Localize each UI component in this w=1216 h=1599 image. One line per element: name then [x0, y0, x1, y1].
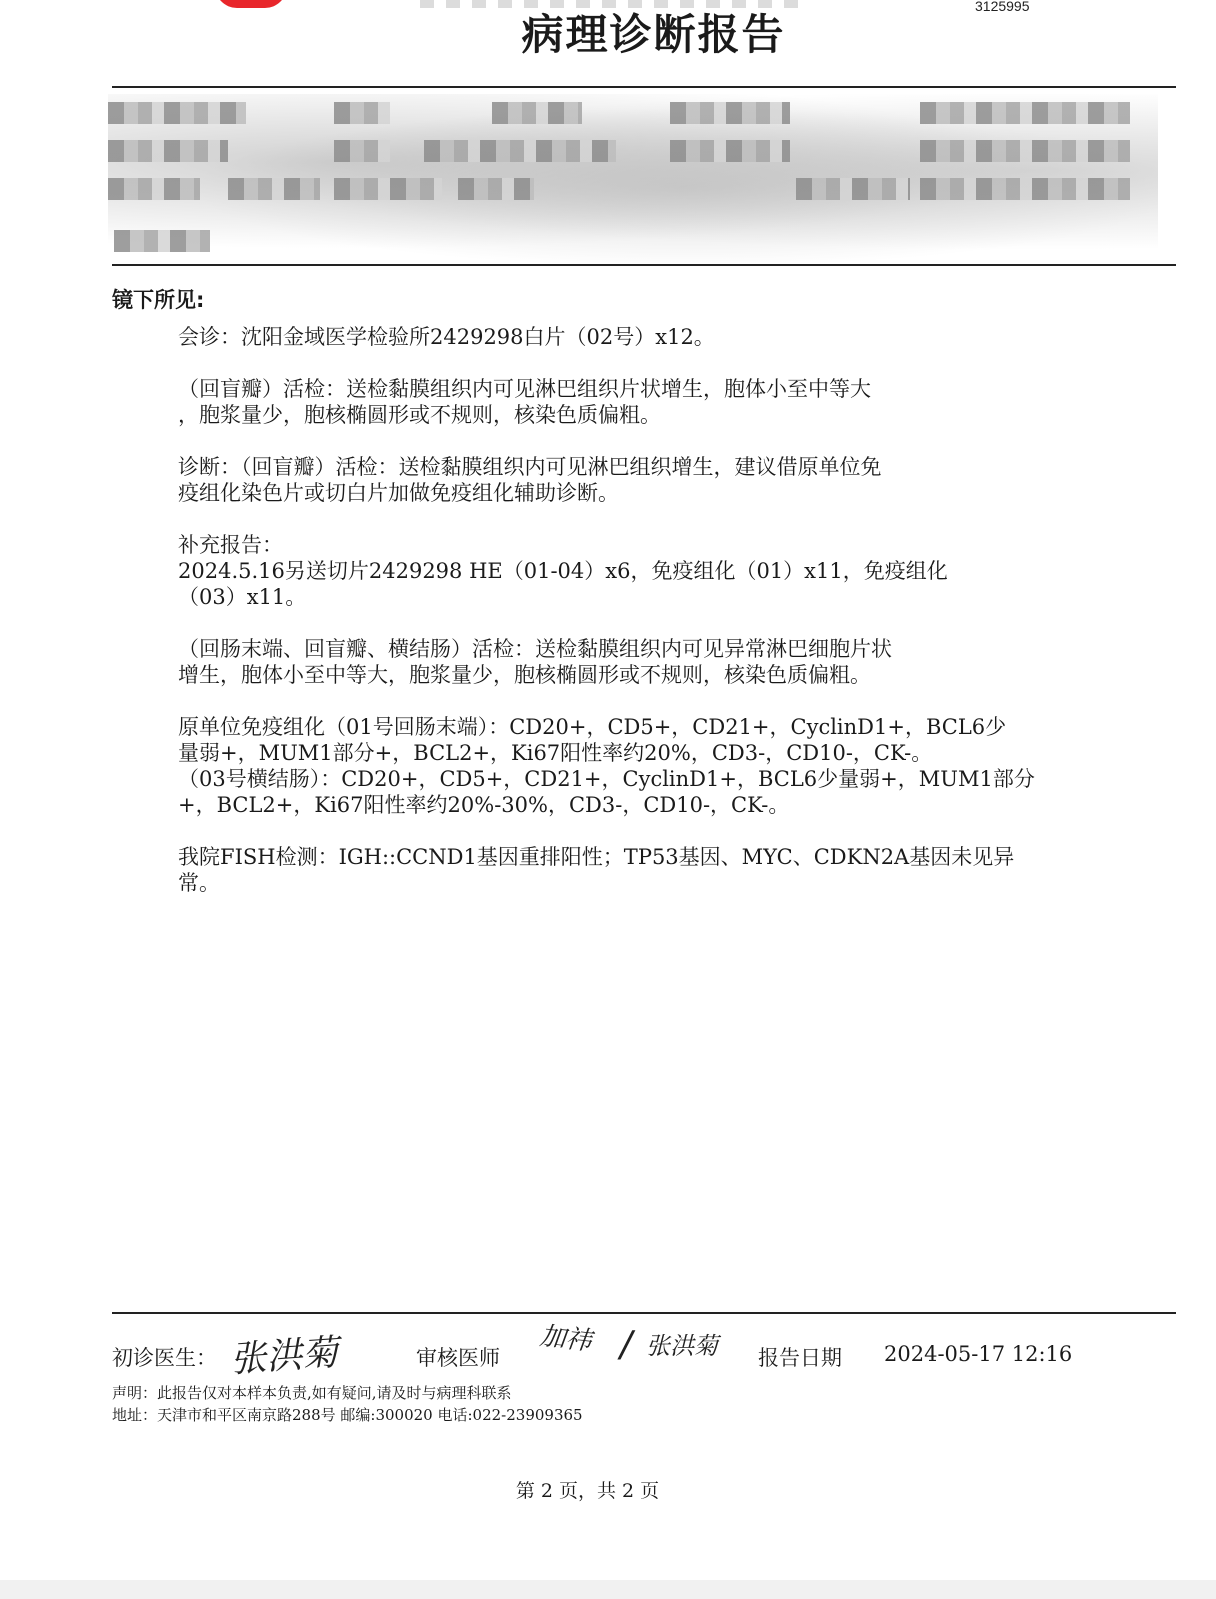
redacted-field: [228, 178, 320, 200]
redacted-field: [334, 102, 390, 124]
page-number: 第 2 页，共 2 页: [515, 1480, 660, 1502]
footer-divider: [112, 1312, 1176, 1314]
page-bottom-edge: [0, 1580, 1216, 1599]
report-date-label: 报告日期: [758, 1346, 842, 1370]
finding-paragraph: 原单位免疫组化（01号回肠末端）：CD20+，CD5+，CD21+，CyclinD1+，BCL6少 量弱+，MUM1部分+，BCL2+，Ki67阳性率约20%，CD3-，CD10-，CK-。 （03号横结肠）：CD20+，CD5+，CD21+，CyclinD1+，BCL6少量弱+，MUM1部分 +，BCL2+，Ki67阳性率约20%-30%，CD3-，CD10-，CK-。: [178, 715, 1035, 817]
reviewer-signature-separator: /: [620, 1324, 633, 1365]
redacted-field: [108, 102, 246, 124]
reviewer-signature-2: 张洪菊: [646, 1332, 718, 1360]
redacted-field: [670, 140, 790, 162]
finding-paragraph: 会诊：沈阳金域医学检验所2429298白片（02号）x12。: [178, 325, 715, 349]
address-text: 地址：天津市和平区南京路288号 邮编:300020 电话:022-23909365: [112, 1406, 583, 1424]
microscopic-findings-label: 镜下所见:: [112, 288, 205, 312]
redacted-field: [114, 230, 210, 252]
redacted-field: [424, 140, 616, 162]
report-date: 2024-05-17 12:16: [884, 1342, 1073, 1366]
finding-paragraph: 诊断：（回盲瓣）活检：送检黏膜组织内可见淋巴组织增生，建议借原单位免 疫组化染色片或切白片加做免疫组化辅助诊断。: [178, 455, 882, 505]
finding-paragraph: （回盲瓣）活检：送检黏膜组织内可见淋巴组织片状增生，胞体小至中等大 ，胞浆量少，胞核椭圆形或不规则，核染色质偏粗。: [178, 377, 871, 427]
redacted-field: [108, 178, 200, 200]
redacted-field: [492, 102, 582, 124]
footer-notes: [112, 1382, 583, 1426]
finding-paragraph: 我院FISH检测：IGH::CCND1基因重排阳性；TP53基因、MYC、CDKN2A基因未见异 常。: [178, 845, 1015, 895]
info-divider: [112, 264, 1176, 266]
initial-doctor-signature: 张洪菊: [228, 1332, 340, 1381]
reviewer-label: 审核医师: [416, 1346, 500, 1370]
reviewer-signature-1: 加祎: [538, 1321, 594, 1357]
finding-paragraph: 补充报告： 2024.5.16另送切片2429298 HE（01-04）x6，免疫组化（01）x11，免疫组化 （03）x11。: [178, 533, 948, 609]
redacted-field: [920, 102, 1130, 124]
header-divider: [112, 86, 1176, 88]
finding-paragraph: （回肠末端、回盲瓣、横结肠）活检：送检黏膜组织内可见异常淋巴细胞片状 增生，胞体小至中等大，胞浆量少，胞核椭圆形或不规则，核染色质偏粗。: [178, 637, 892, 687]
report-id: 3125995: [975, 0, 1030, 14]
redacted-field: [108, 140, 228, 162]
redacted-field: [920, 140, 1130, 162]
signature-row: [112, 1321, 1176, 1381]
redacted-field: [670, 102, 790, 124]
initial-doctor-label: 初诊医生：: [112, 1346, 217, 1370]
redacted-field: [458, 178, 534, 200]
patient-info-redacted: [108, 94, 1158, 264]
redacted-field: [334, 140, 390, 162]
redacted-field: [796, 178, 910, 200]
report-title: 病理诊断报告: [521, 10, 786, 59]
redacted-field: [334, 178, 442, 200]
redacted-field: [920, 178, 1130, 200]
microscopic-findings-body: [178, 324, 1098, 922]
disclaimer-text: 声明：此报告仅对本样本负责,如有疑问,请及时与病理科联系: [112, 1384, 512, 1402]
